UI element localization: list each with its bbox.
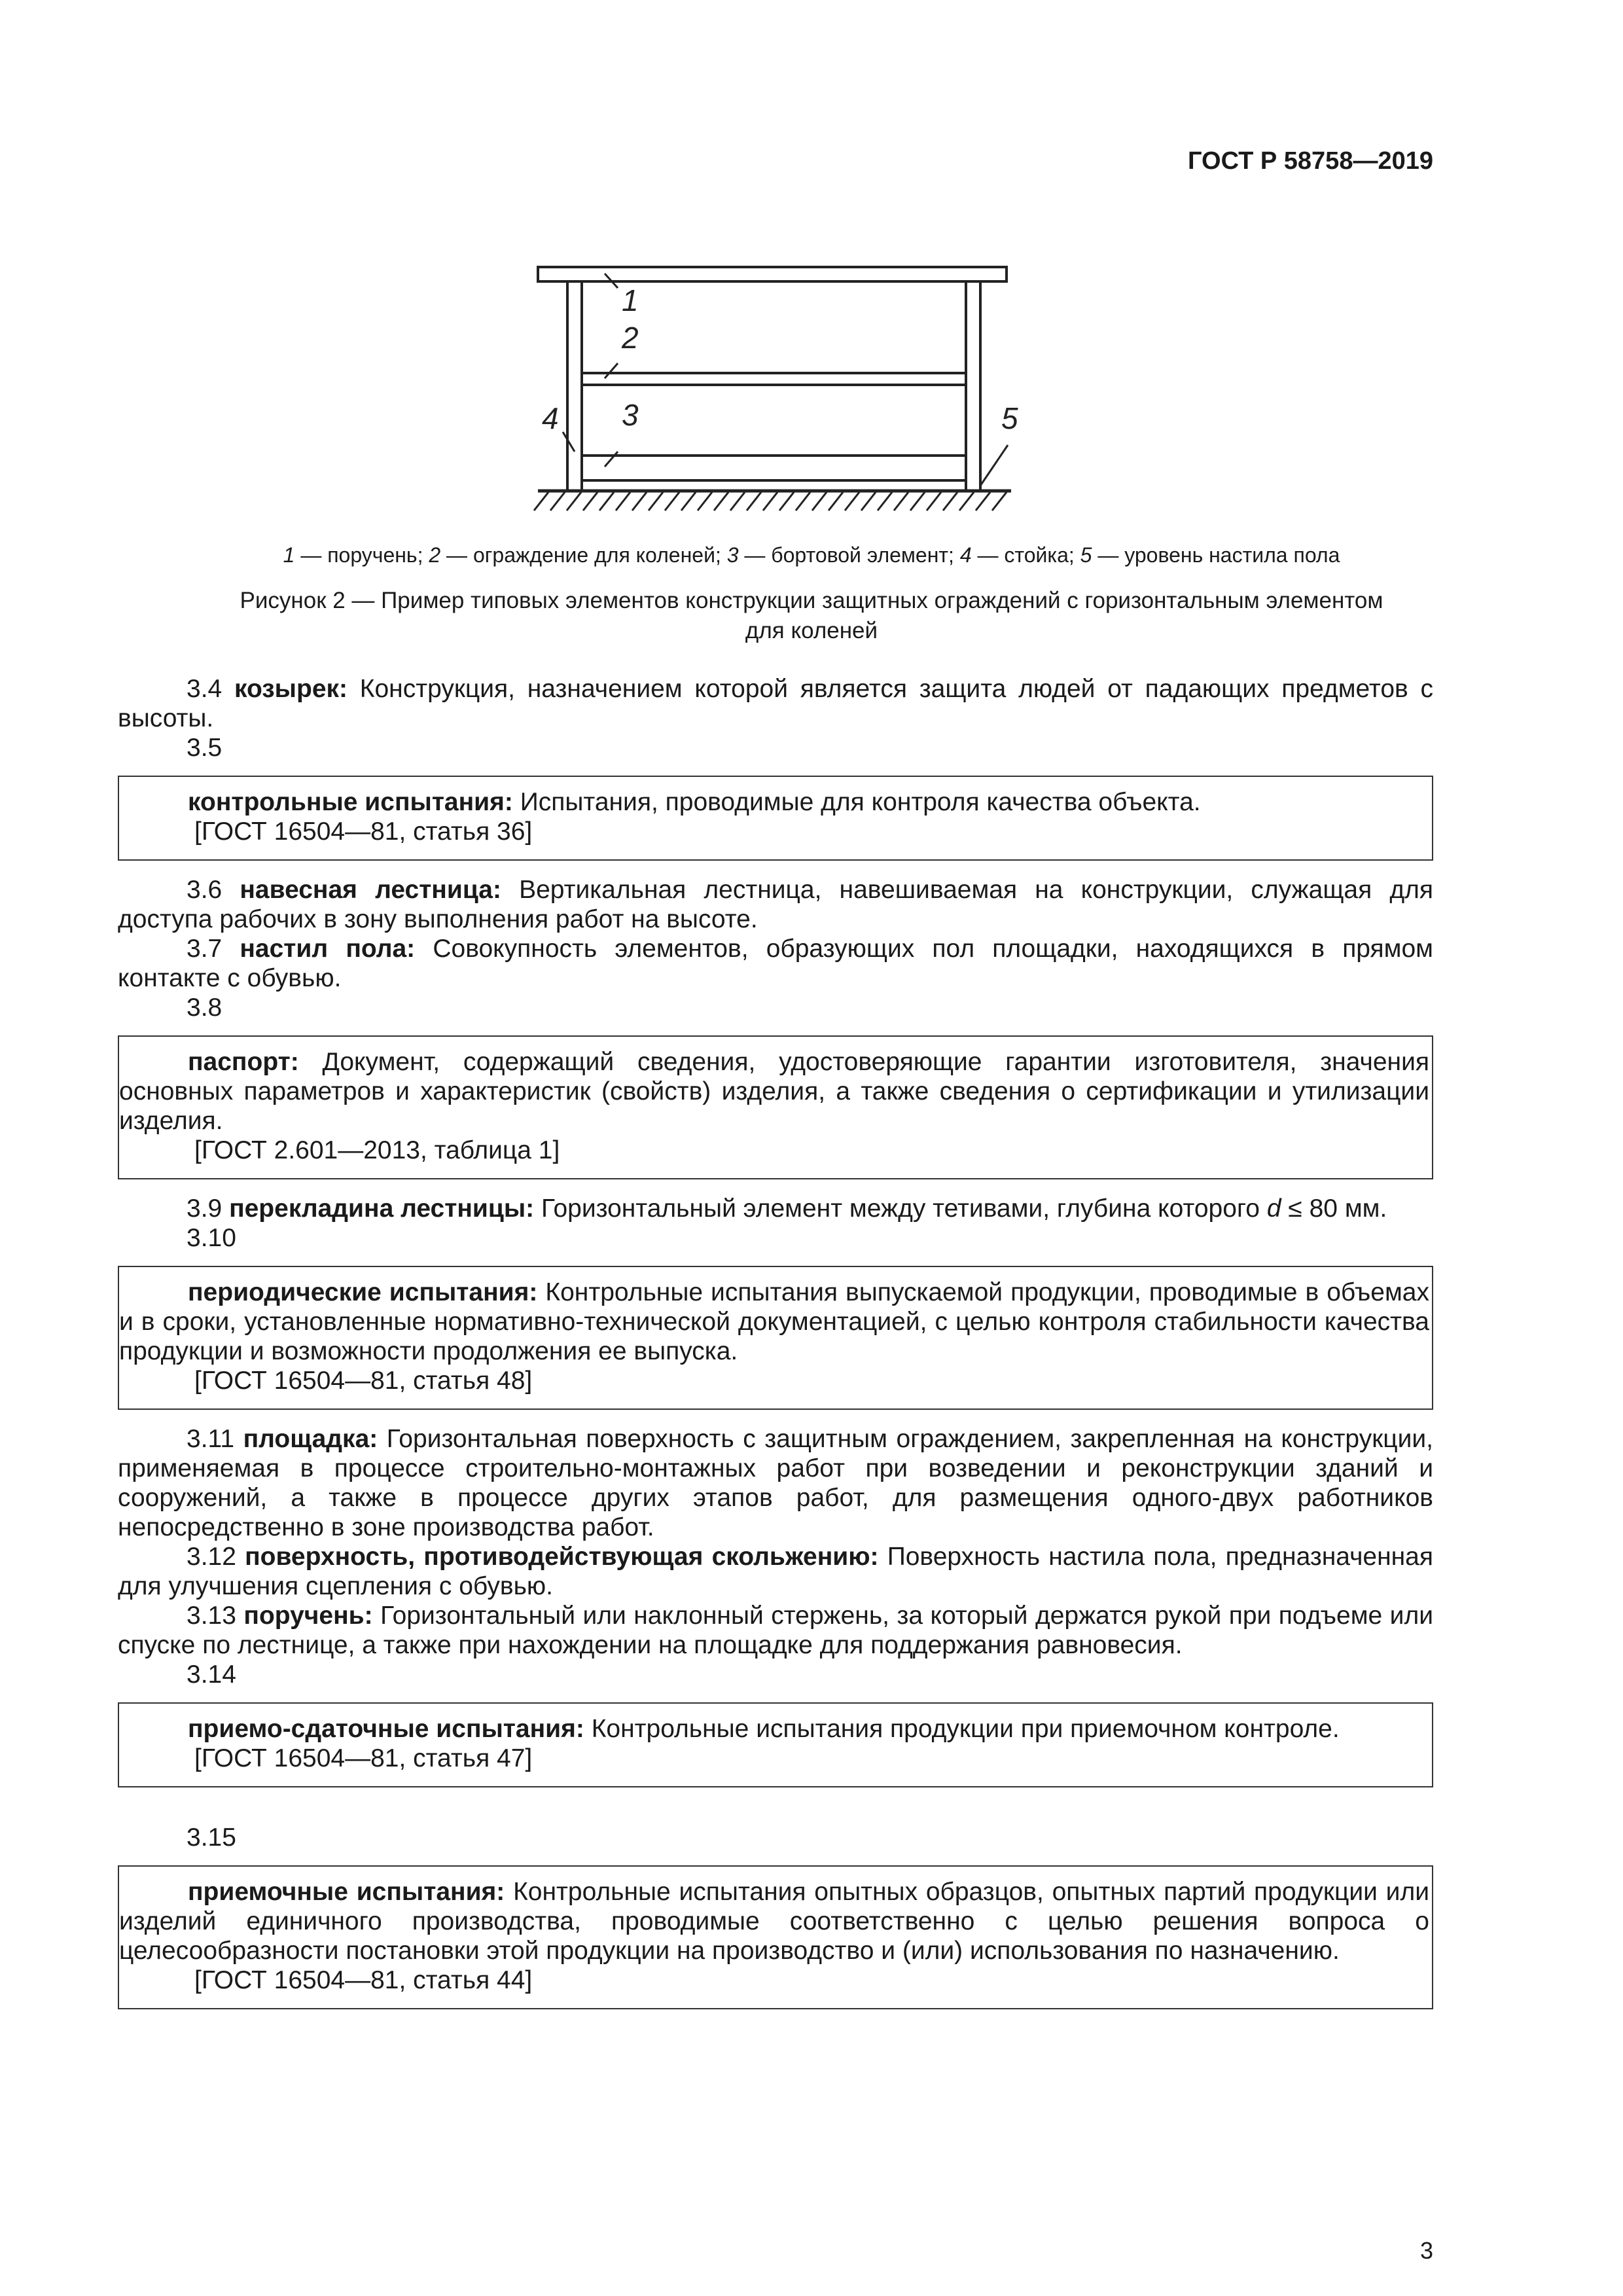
handrail xyxy=(538,267,1007,281)
callout-2: 2 xyxy=(622,321,639,355)
item-number: 3.6 xyxy=(187,876,223,904)
hatch-stroke xyxy=(845,492,859,511)
quoted-definition-box xyxy=(118,776,1433,861)
hatch-stroke xyxy=(698,492,712,511)
caption-line-1: Рисунок 2 — Пример типовых элементов конструкции защитных ограждений с горизонтальным элементом xyxy=(240,588,1383,613)
hatch-stroke xyxy=(714,492,728,511)
definition-3-9 xyxy=(118,1194,1433,1223)
term: перекладина лестницы: xyxy=(229,1194,535,1223)
document-header: ГОСТ Р 58758—2019 xyxy=(1188,147,1433,175)
legend-text-2: — ограждение для коленей; xyxy=(440,543,727,567)
definition-3-12 xyxy=(118,1542,1433,1601)
callout-3: 3 xyxy=(622,398,639,432)
item-number-3-5: 3.5 xyxy=(187,734,223,762)
guardrail-figure xyxy=(0,0,1623,524)
hatch-stroke xyxy=(681,492,696,511)
legend-num-3: 3 xyxy=(726,543,739,567)
hatch-stroke xyxy=(894,492,908,511)
definition-text: Конструкция, назначением которой является защита людей от падающих предметов с высоты. xyxy=(118,675,1433,732)
hatch-stroke xyxy=(534,492,548,511)
source-reference: [ГОСТ 16504—81, статья 36] xyxy=(194,817,533,846)
toe-board xyxy=(582,456,966,480)
legend-text-1: — поручень; xyxy=(294,543,429,567)
item-number-3-14: 3.14 xyxy=(187,1660,236,1689)
definition-3-13 xyxy=(118,1601,1433,1660)
legend-text-5: — уровень настила пола xyxy=(1092,543,1340,567)
item-number: 3.7 xyxy=(187,935,223,963)
definition-3-11 xyxy=(118,1424,1433,1542)
hatch-stroke xyxy=(632,492,647,511)
hatch-stroke xyxy=(665,492,679,511)
hatch-stroke xyxy=(878,492,892,511)
definition-text: Контрольные испытания продукции при приемочном контроле. xyxy=(584,1715,1340,1743)
definition-text: Документ, содержащий сведения, удостоверяющие гарантии изготовителя, значения основных параметров и характеристик (свойств) изделия, а также сведения о сертификации и утилизации изделия. xyxy=(119,1048,1429,1135)
item-number-3-10: 3.10 xyxy=(187,1224,236,1252)
legend-num-4: 4 xyxy=(959,543,972,567)
definition-3-6 xyxy=(118,875,1433,934)
quoted-definition-box xyxy=(118,1035,1433,1179)
term: периодические испытания: xyxy=(188,1278,538,1306)
definition-text: Контрольные испытания опытных образцов, опытных партий продукции или изделий единичного производства, проводимые соответственно с целью решения вопроса о целесообразности постановки этой продукции на производство и (или) использования по назначению. xyxy=(119,1878,1429,1965)
hatch-stroke xyxy=(747,492,761,511)
floor-hatching xyxy=(534,492,1007,511)
legend-num-2: 2 xyxy=(429,543,441,567)
definition-3-8 xyxy=(119,1047,1432,1136)
term: поручень: xyxy=(243,1602,373,1630)
hatch-stroke xyxy=(649,492,663,511)
item-number: 3.11 xyxy=(187,1425,235,1453)
item-number: 3.4 xyxy=(187,675,223,703)
definition-text: Испытания, проводимые для контроля качества объекта. xyxy=(512,788,1201,816)
definition-text: Поверхность настила пола, предназначенная для улучшения сцепления с обувью. xyxy=(118,1543,1433,1600)
item-number: 3.9 xyxy=(187,1194,223,1223)
hatch-stroke xyxy=(992,492,1007,511)
post-right xyxy=(966,281,980,491)
legend-text-4: — стойка; xyxy=(971,543,1080,567)
hatch-stroke xyxy=(763,492,777,511)
hatch-stroke xyxy=(796,492,810,511)
legend-num-5: 5 xyxy=(1080,543,1092,567)
definition-3-10 xyxy=(119,1278,1432,1366)
hatch-stroke xyxy=(583,492,597,511)
term: навесная лестница: xyxy=(240,876,501,904)
quoted-definition-box xyxy=(118,1266,1433,1410)
figure-legend xyxy=(118,543,1505,567)
definition-3-14 xyxy=(119,1714,1432,1744)
hatch-stroke xyxy=(861,492,876,511)
knee-rail xyxy=(582,373,966,385)
callout-5: 5 xyxy=(1001,401,1018,435)
definition-3-4 xyxy=(118,674,1433,733)
definition-text: Горизонтальный или наклонный стержень, за который держатся рукой при подъеме или спуске по лестнице, а также при нахождении на площадке для поддержания равновесия. xyxy=(118,1602,1433,1659)
source-reference: [ГОСТ 16504—81, статья 47] xyxy=(194,1744,533,1772)
term: настил пола: xyxy=(240,935,416,963)
quoted-definition-box xyxy=(118,1702,1433,1787)
legend-num-1: 1 xyxy=(283,543,295,567)
definition-text-end: ≤ 80 мм. xyxy=(1281,1194,1387,1223)
hatch-stroke xyxy=(927,492,941,511)
source-reference: [ГОСТ 16504—81, статья 48] xyxy=(194,1367,533,1395)
hatch-stroke xyxy=(567,492,581,511)
item-number: 3.13 xyxy=(187,1602,236,1630)
leader-5 xyxy=(980,445,1008,486)
callout-1: 1 xyxy=(622,283,639,317)
hatch-stroke xyxy=(976,492,990,511)
hatch-stroke xyxy=(616,492,630,511)
hatch-stroke xyxy=(599,492,614,511)
hatch-stroke xyxy=(550,492,565,511)
definition-text: Горизонтальная поверхность с защитным ограждением, закрепленная на конструкции, применяемая в процессе строительно-монтажных работ при возведении и реконструкции зданий и сооружений, а также в процессе других этапов работ, для размещения одного-двух работников непосредственно в зоне производства работ. xyxy=(118,1425,1433,1541)
definition-text: Вертикальная лестница, навешиваемая на конструкции, служащая для доступа рабочих в зону выполнения работ на высоте. xyxy=(118,876,1433,933)
definition-3-5 xyxy=(119,787,1432,817)
term: паспорт: xyxy=(188,1048,299,1076)
definition-text: Горизонтальный элемент между тетивами, глубина которого xyxy=(534,1194,1267,1223)
definition-3-15 xyxy=(119,1877,1432,1965)
item-number: 3.12 xyxy=(187,1543,236,1571)
hatch-stroke xyxy=(943,492,957,511)
variable-d: d xyxy=(1266,1194,1281,1223)
definitions-body xyxy=(118,674,1433,2024)
source-reference: [ГОСТ 16504—81, статья 44] xyxy=(194,1966,533,1994)
term: контрольные испытания: xyxy=(188,788,513,816)
definition-text: Совокупность элементов, образующих пол площадки, находящихся в прямом контакте с обувью. xyxy=(118,935,1433,992)
hatch-stroke xyxy=(910,492,925,511)
term: приемочные испытания: xyxy=(188,1878,505,1906)
quoted-definition-box xyxy=(118,1865,1433,2009)
item-number-3-8: 3.8 xyxy=(187,994,223,1022)
caption-line-2: для коленей xyxy=(745,618,878,643)
figure-caption xyxy=(144,586,1479,646)
hatch-stroke xyxy=(829,492,843,511)
term: козырек: xyxy=(234,675,348,703)
term: приемо-сдаточные испытания: xyxy=(188,1715,584,1743)
source-reference: [ГОСТ 2.601—2013, таблица 1] xyxy=(194,1136,560,1164)
item-number-3-15: 3.15 xyxy=(187,1823,236,1852)
definition-text: Контрольные испытания выпускаемой продукции, проводимые в объемах и в сроки, установленные нормативно-технической документацией, с целью контроля стабильности качества продукции и возможности продолжения ее выпуска. xyxy=(119,1278,1429,1365)
hatch-stroke xyxy=(959,492,974,511)
definition-3-7 xyxy=(118,934,1433,993)
page-number: 3 xyxy=(1419,2237,1433,2264)
post-left xyxy=(567,281,582,491)
term: площадка: xyxy=(243,1425,378,1453)
legend-text-3: — бортовой элемент; xyxy=(738,543,960,567)
hatch-stroke xyxy=(730,492,745,511)
hatch-stroke xyxy=(779,492,794,511)
callout-4: 4 xyxy=(542,401,559,435)
hatch-stroke xyxy=(812,492,827,511)
term: поверхность, противодействующая скольжению: xyxy=(245,1543,879,1571)
